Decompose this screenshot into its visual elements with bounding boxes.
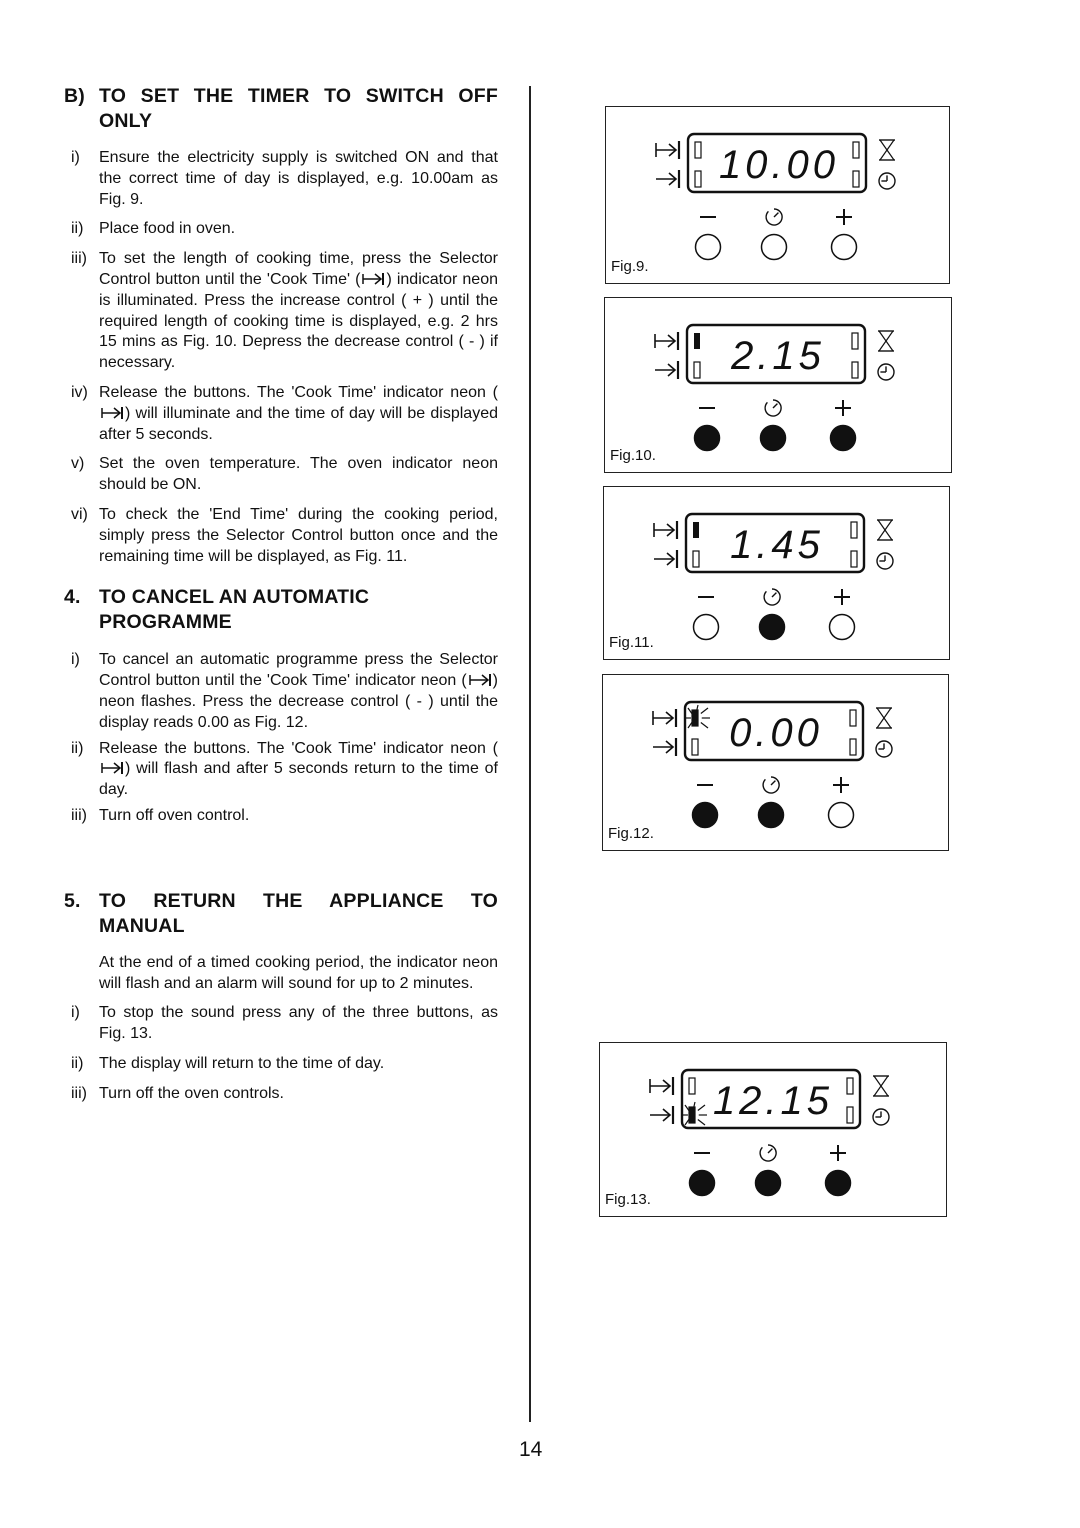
time-of-day-neon: [850, 739, 856, 755]
cook-time-neon: [695, 142, 701, 158]
minute-minder-neon: [847, 1078, 853, 1094]
text-part: Release the buttons. The 'Cook Time' indicator neon (: [99, 383, 498, 401]
figure-caption: Fig.10.: [610, 447, 656, 464]
list-item: [64, 148, 498, 210]
clock-icon: [764, 589, 780, 605]
decrease-button[interactable]: [695, 426, 720, 451]
hourglass-icon: [873, 1076, 889, 1096]
cook-time-neon: [689, 1078, 695, 1094]
clock-icon: [765, 400, 781, 416]
list-marker: iii): [71, 806, 87, 824]
figure-panel: [604, 297, 952, 473]
list-text: [99, 383, 498, 445]
time-of-day-icon: [873, 1109, 889, 1125]
list-item: [64, 1054, 498, 1075]
end-time-icon: [653, 738, 676, 756]
column-divider: [529, 86, 531, 1422]
cook-time-neon: [693, 522, 699, 538]
cook-time-neon: [686, 705, 710, 728]
list-text: [99, 249, 498, 374]
selector-button[interactable]: [762, 235, 787, 260]
section-b-heading: [64, 84, 498, 134]
end-time-neon: [683, 1102, 707, 1125]
hourglass-icon: [879, 140, 895, 160]
selector-button[interactable]: [759, 803, 784, 828]
list-item: [64, 739, 498, 801]
figure-caption: Fig.13.: [605, 1191, 651, 1208]
decrease-button[interactable]: [694, 615, 719, 640]
plus-icon: [836, 209, 852, 225]
figure-caption: Fig.9.: [611, 258, 649, 275]
page-number: 14: [519, 1438, 543, 1461]
end-time-icon: [655, 361, 678, 379]
end-time-neon: [694, 362, 700, 378]
clock-icon: [763, 777, 779, 793]
selector-button[interactable]: [756, 1171, 781, 1196]
hourglass-icon: [876, 708, 892, 728]
list-text: The display will return to the time of day.: [99, 1054, 385, 1072]
list-text: Place food in oven.: [99, 220, 236, 238]
time-of-day-neon: [853, 171, 859, 187]
list-text: [99, 739, 498, 801]
decrease-button[interactable]: [693, 803, 718, 828]
time-of-day-icon: [879, 173, 895, 189]
time-of-day-neon: [852, 362, 858, 378]
list-text: To check the 'End Time' during the cooking period, simply press the Selector Control button once and the remaining time will be displayed, as Fig. 11.: [99, 505, 498, 565]
cook-time-icon: [654, 521, 677, 539]
end-time-neon: [695, 171, 701, 187]
list-item: [64, 383, 498, 445]
list-item: [64, 249, 498, 374]
increase-button[interactable]: [832, 235, 857, 260]
list-item: [64, 219, 498, 240]
display-time: 0.00: [729, 711, 823, 755]
text-part: ) indicator neon is illuminated. Press the increase control ( + ) until the required length of cooking time is displayed, e.g. 2 hrs 15 mins as Fig. 10. Depress the decrease control ( - ) if necessary.: [99, 270, 498, 372]
figure-panel: [602, 674, 949, 851]
list-item: [64, 650, 498, 733]
display-time: 12.15: [712, 1079, 834, 1123]
section-number: B): [64, 85, 85, 107]
list-item: [64, 1003, 498, 1045]
list-marker: iv): [71, 383, 88, 401]
plus-icon: [834, 589, 850, 605]
hourglass-icon: [878, 331, 894, 351]
text-part: ) will illuminate and the time of day will be displayed after 5 seconds.: [99, 404, 498, 443]
minute-minder-neon: [851, 522, 857, 538]
list-marker: i): [71, 149, 80, 166]
cook-time-neon: [694, 333, 700, 349]
list-item: [64, 806, 498, 827]
increase-button[interactable]: [830, 615, 855, 640]
section-5-heading: [64, 889, 498, 939]
time-of-day-icon: [877, 553, 893, 569]
list-text: To stop the sound press any of the three buttons, as Fig. 13.: [99, 1004, 498, 1043]
figure-panel: [605, 106, 950, 284]
cook-time-icon: [99, 405, 125, 421]
time-of-day-icon: [878, 364, 894, 380]
minute-minder-neon: [852, 333, 858, 349]
display-time: 2.15: [731, 334, 825, 378]
end-time-icon: [656, 170, 679, 188]
list-marker: iii): [71, 1084, 87, 1102]
text-part: To set the length of cooking time, press the Selector Control button until the 'Cook Time' (: [99, 250, 498, 288]
cook-time-icon: [655, 332, 678, 350]
text-part: Release the buttons. The 'Cook Time' indicator neon (: [99, 739, 498, 757]
section-title: TO CANCEL AN AUTOMATIC PROGRAMME: [99, 586, 370, 634]
figure-panel: [599, 1042, 947, 1217]
list-marker: iii): [71, 250, 87, 268]
selector-button[interactable]: [760, 615, 785, 640]
list-text: [99, 650, 498, 733]
text-part: ) will flash and after 5 seconds return to the time of day.: [99, 760, 498, 799]
clock-icon: [760, 1145, 776, 1161]
list-marker: i): [71, 1004, 80, 1022]
end-time-neon: [692, 739, 698, 755]
list-marker: ii): [71, 739, 84, 757]
selector-button[interactable]: [761, 426, 786, 451]
increase-button[interactable]: [831, 426, 856, 451]
cook-time-icon: [653, 709, 676, 727]
list-marker: ii): [71, 220, 84, 238]
list-text: Turn off the oven controls.: [99, 1084, 284, 1102]
decrease-button[interactable]: [696, 235, 721, 260]
figure-panel: [603, 486, 950, 660]
figure-caption: Fig.11.: [609, 634, 654, 651]
list-item: [64, 1084, 498, 1105]
section-intro: At the end of a timed cooking period, the indicator neon will flash and an alarm will sound for up to 2 minutes.: [99, 953, 498, 992]
list-item: [64, 454, 498, 496]
time-of-day-icon: [876, 741, 892, 757]
time-of-day-neon: [847, 1107, 853, 1123]
clock-icon: [766, 209, 782, 225]
plus-icon: [830, 1145, 846, 1161]
list-marker: ii): [71, 1054, 84, 1072]
left-column: [64, 84, 498, 1105]
list-text: Ensure the electricity supply is switched ON and that the correct time of day is displayed, e.g. 10.00am as Fig. 9.: [99, 149, 498, 208]
section-number: 4.: [64, 586, 81, 609]
cook-time-icon: [360, 271, 386, 287]
section-number: 5.: [64, 889, 81, 912]
end-time-icon: [654, 550, 677, 568]
list-marker: vi): [71, 505, 88, 523]
list-text: Set the oven temperature. The oven indicator neon should be ON.: [99, 455, 498, 494]
cook-time-icon: [99, 760, 125, 776]
list-marker: v): [71, 455, 85, 473]
plus-icon: [833, 777, 849, 793]
cook-time-icon: [467, 672, 493, 688]
display-time: 10.00: [718, 143, 840, 187]
end-time-neon: [693, 551, 699, 567]
end-time-icon: [650, 1106, 673, 1124]
figure-caption: Fig.12.: [608, 825, 654, 842]
time-of-day-neon: [851, 551, 857, 567]
increase-button[interactable]: [829, 803, 854, 828]
section-4-heading: [64, 585, 498, 635]
minute-minder-neon: [850, 710, 856, 726]
text-part: To cancel an automatic programme press the Selector Control button until the 'Cook Time' indicator neon (: [99, 651, 498, 690]
increase-button[interactable]: [826, 1171, 851, 1196]
text-part: ) neon flashes. Press the decrease control ( - ) until the display reads 0.00 as Fig. 12.: [99, 672, 498, 731]
list-item: [64, 505, 498, 567]
section-title: TO RETURN THE APPLIANCE TO MANUAL: [99, 889, 498, 937]
display-time: 1.45: [730, 523, 824, 567]
hourglass-icon: [877, 520, 893, 540]
minute-minder-neon: [853, 142, 859, 158]
cook-time-icon: [650, 1077, 673, 1095]
section-title: TO SET THE TIMER TO SWITCH OFF ONLY: [99, 85, 498, 132]
plus-icon: [835, 400, 851, 416]
list-marker: i): [71, 651, 80, 669]
cook-time-icon: [656, 141, 679, 159]
list-text: Turn off oven control.: [99, 806, 250, 824]
decrease-button[interactable]: [690, 1171, 715, 1196]
